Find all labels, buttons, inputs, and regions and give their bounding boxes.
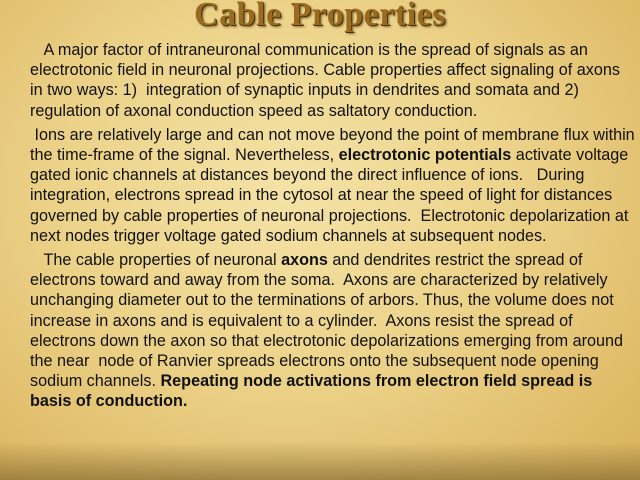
text-segment: and dendrites restrict the spread of electrons toward and away from the soma. Axons are characterized by relatively unchanging diameter out to the terminations of arbors. Thus, the volume does not increase in axons and is equivalent to a cylinder. Axons resist the spread of electrons down the axon so that electrotonic depolarizations emerging from around the near node of Ranvier spreads electrons onto the subsequent node opening sodium channels. — [30, 251, 628, 391]
slide-body — [30, 40, 640, 416]
text-segment: The cable properties of neuronal — [30, 251, 282, 270]
paragraph-2 — [30, 125, 640, 246]
slide-bottom-band — [0, 442, 640, 480]
bold-text: electrotonic potentials — [338, 146, 512, 165]
bold-text: axons — [281, 251, 328, 270]
text-segment: A major factor of intraneuronal communication is the spread of signals as an electrotonic field in neuronal projections. Cable properties affect signaling of axons in two ways: 1) integration of synaptic inputs in dendrites and somata and 2) regulation of axonal conduction speed as saltatory conduction. — [30, 41, 625, 120]
text-segment: activate voltage gated ionic channels at distances beyond the direct influence of ions. During integration, electrons spread in the cytosol at near the speed of light for distances governed by cable properties of neuronal projections. Electrotonic depolarization at next nodes trigger voltage gated sodium channels at subsequent nodes. — [30, 146, 633, 245]
paragraph-3 — [30, 250, 636, 412]
slide-title: Cable Properties — [194, 0, 446, 33]
paragraph-1 — [30, 40, 636, 121]
bold-text: Repeating node activations from electron field spread is basis of conduction. — [30, 372, 597, 411]
text-segment: Ions are relatively large and can not move beyond the point of membrane flux within the time-frame of the signal. Nevertheless, — [30, 125, 640, 165]
